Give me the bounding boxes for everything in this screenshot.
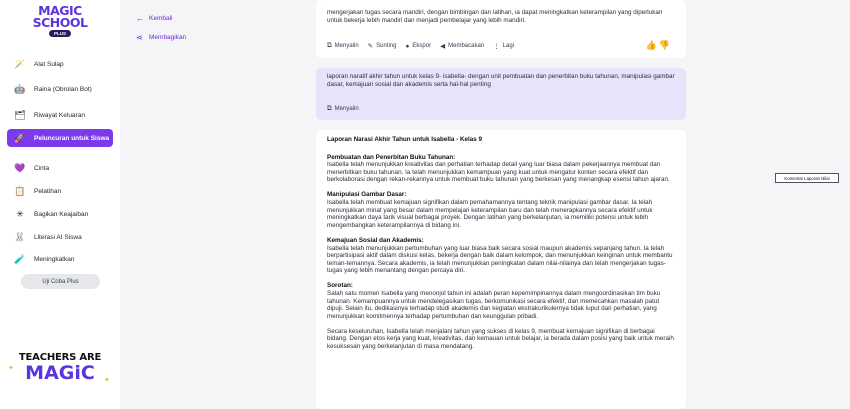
output-text: mengerjakan tugas secara mandiri, dengan bimbingan dan latihan, ia dapat meningkatkan keterampilan yang diperlukan untuk bekerja lebih mandiri dan menjadi pembelajar yang lebih mandiri. bbox=[327, 9, 663, 24]
pencil-icon: ✎ bbox=[367, 43, 374, 50]
sidebar-item-label: Meningkatkan bbox=[34, 255, 75, 263]
prompt-actions bbox=[327, 105, 368, 113]
sidebar-item-label: Raina (Obrolan Bot) bbox=[34, 85, 92, 93]
try-plus-button[interactable]: Uji Coba Plus bbox=[21, 274, 100, 289]
chatbot-icon: 🤖 bbox=[14, 83, 26, 94]
section-heading: Kemajuan Sosial dan Akademis: bbox=[327, 236, 424, 244]
sidebar-item-student-launch[interactable] bbox=[7, 129, 113, 147]
copy-button[interactable] bbox=[327, 105, 359, 113]
prompt-card bbox=[316, 68, 686, 120]
copy-button[interactable] bbox=[327, 42, 359, 50]
logo-line-2: SCHOOL bbox=[32, 15, 88, 30]
sidebar-item-training[interactable] bbox=[7, 182, 113, 200]
copy-icon: ⧉ bbox=[327, 105, 332, 112]
edit-label: Sunting bbox=[376, 43, 397, 49]
section-heading: Manipulasi Gambar Dasar: bbox=[327, 191, 407, 199]
thumbs-up-icon[interactable]: 👍 bbox=[645, 40, 659, 50]
magicschool-logo[interactable] bbox=[30, 5, 90, 43]
sidebar-item-tools[interactable] bbox=[7, 55, 113, 73]
section-body: Isabella telah membuat kemajuan signifikan dalam pemahamannya tentang teknik manipulasi gambar dasar. Ia telah menunjukkan minat yang besar dalam mempelajari keterampilan baru dan telah menerapkannya secara efektif untuk meningkatkan daya tarik visual berbagai proyek. Dengan latihan yang berkelanjutan, ia memiliki potensi untuk lebih mengembangkan keterampilannya di bidang ini. bbox=[327, 199, 653, 229]
arrow-left-icon: ← bbox=[136, 13, 144, 23]
sidebar-item-label: Alat Sulap bbox=[34, 60, 64, 68]
thumbs-down-icon[interactable]: 👎 bbox=[658, 40, 672, 50]
tools-icon: 🪄 bbox=[14, 58, 26, 69]
feedback-buttons bbox=[646, 40, 672, 51]
sidebar-item-upgrade[interactable] bbox=[7, 250, 113, 268]
sidebar-item-label: Bagikan Keajaiban bbox=[34, 210, 89, 218]
report-section bbox=[327, 191, 675, 229]
share-icon: ⋖ bbox=[136, 32, 143, 42]
export-icon: ● bbox=[405, 42, 410, 50]
section-heading: Pembuatan dan Penerbitan Buku Tahunan: bbox=[327, 153, 456, 161]
share-magic-icon: ✳ bbox=[16, 208, 24, 219]
upgrade-icon: 🧪 bbox=[14, 253, 26, 264]
sparkle-icon: ✦ bbox=[8, 365, 14, 372]
section-body: Isabella telah menunjukkan pertumbuhan yang luar biasa baik secara sosial maupun akademis sepanjang tahun. Ia telah berpartisipasi aktif dalam diskusi kelas, bekerja dengan baik dalam kelompok, dan menunjukkan keinginan untuk membantu teman-temannya. Secara akademis, ia telah menunjukkan peningkatan dalam nilai-nilainya dan telah mengerjakan tugas-tugas yang lebih menantang dengan percaya diri. bbox=[327, 244, 673, 275]
read-aloud-button[interactable] bbox=[440, 42, 484, 50]
sidebar-item-label: Literasi AI Siswa bbox=[34, 233, 82, 241]
sidebar-item-history[interactable] bbox=[7, 106, 113, 124]
page-links bbox=[136, 12, 186, 50]
sidebar bbox=[0, 0, 120, 409]
sidebar-item-ai-literacy[interactable] bbox=[7, 228, 113, 246]
export-label: Ekspor bbox=[412, 43, 432, 49]
report-section bbox=[327, 237, 675, 275]
report-type-tooltip: Komentar Laporan Nilai bbox=[775, 173, 839, 183]
more-label: Lagi bbox=[502, 43, 514, 49]
more-icon: ⋮ bbox=[493, 43, 500, 50]
sidebar-item-label: Riwayat Keluaran bbox=[34, 111, 85, 119]
copy-label: Menyalin bbox=[334, 106, 359, 112]
back-label: Kembali bbox=[149, 14, 173, 22]
sidebar-item-label: Cinta bbox=[34, 164, 50, 172]
more-button[interactable] bbox=[493, 42, 514, 50]
sidebar-item-chatbot[interactable] bbox=[7, 80, 113, 98]
edit-button[interactable] bbox=[368, 42, 397, 50]
back-link[interactable] bbox=[136, 12, 186, 24]
sidebar-item-label: Pelatihan bbox=[34, 187, 62, 195]
plus-badge: PLUS bbox=[49, 30, 71, 37]
sparkle-icon: ✦ bbox=[104, 377, 110, 384]
report-section bbox=[327, 282, 675, 320]
report-content bbox=[327, 136, 675, 351]
teachers-are-magic-logo bbox=[8, 352, 112, 383]
tagline-line-1: TEACHERS ARE bbox=[18, 352, 102, 363]
report-card bbox=[316, 130, 686, 409]
literacy-icon: 🐰 bbox=[14, 231, 26, 242]
report-closing: Secara keseluruhan, Isabella telah menjalani tahun yang sukses di kelas 9, membuat kemajuan signifikan di berbagai bidang. Dengan etos kerja yang kuat, kreativitas, dan kemauan untuk belajar, ia berada dalam posisi yang baik untuk meraih kesuksesan yang berkelanjutan di masa mendatang. bbox=[327, 327, 674, 351]
heart-icon: 💜 bbox=[14, 162, 26, 173]
section-body: Salah satu momen Isabella yang menonjol tahun ini adalah peran kepemimpinannya dalam mengoordinasikan tim buku tahunan. Kemampuannya untuk mendelegasikan tugas, berkomunikasi secara efektif, dan memecahkan masalah patut dipuji. Selain itu, dedikasinya terhadap studi akademis dan kegiatan ekstrakurikulernya tidak luput dari perhatian, yang menunjukkan komitmennya terhadap pertumbuhan dan keunggulan pribadi. bbox=[327, 290, 661, 320]
section-body: Isabella telah menunjukkan kreativitas dan perhatian terhadap detail yang luar biasa dalam pekerjaannya membuat dan menerbitkan buku tahunan. Ia telah menunjukkan kemampuan yang kuat untuk mengatur konten secara efektif dan berkolaborasi dengan rekan-rekannya untuk membuat buku tahunan yang berkesan yang menangkap esensi tahun ajaran. bbox=[327, 161, 670, 184]
copy-icon: ⧉ bbox=[327, 42, 332, 49]
report-title: Laporan Narasi Akhir Tahun untuk Isabella - Kelas 9 bbox=[327, 136, 483, 143]
history-icon: 🗂 bbox=[14, 109, 26, 120]
export-button[interactable] bbox=[405, 43, 431, 50]
read-aloud-label: Membacakan bbox=[448, 43, 485, 49]
section-heading: Sorotan: bbox=[327, 282, 353, 290]
rocket-icon: 🚀 bbox=[14, 132, 26, 143]
copy-label: Menyalin bbox=[334, 43, 359, 49]
tagline-line-2: MAGiC bbox=[25, 362, 95, 384]
sidebar-item-love[interactable] bbox=[7, 159, 113, 177]
logo-line-1: MAGIC bbox=[38, 3, 82, 18]
output-actions bbox=[327, 42, 523, 50]
training-icon: 📋 bbox=[14, 185, 26, 196]
share-link[interactable] bbox=[136, 31, 186, 43]
previous-output-card bbox=[316, 0, 686, 58]
sidebar-item-label: Peluncuran untuk Siswa bbox=[34, 134, 110, 142]
speaker-icon: ◀ bbox=[440, 43, 446, 50]
prompt-text: laporan naratif akhir tahun untuk kelas 9- isabella- dengan unit pembuatan dan penerbitan buku tahunan, manipulasi gambar dasar, kemajuan sosial dan akademis serta hal-hal penting bbox=[327, 73, 675, 88]
share-label: Membagikan bbox=[149, 33, 187, 41]
report-section bbox=[327, 154, 675, 184]
sidebar-item-share-magic[interactable] bbox=[7, 205, 113, 223]
